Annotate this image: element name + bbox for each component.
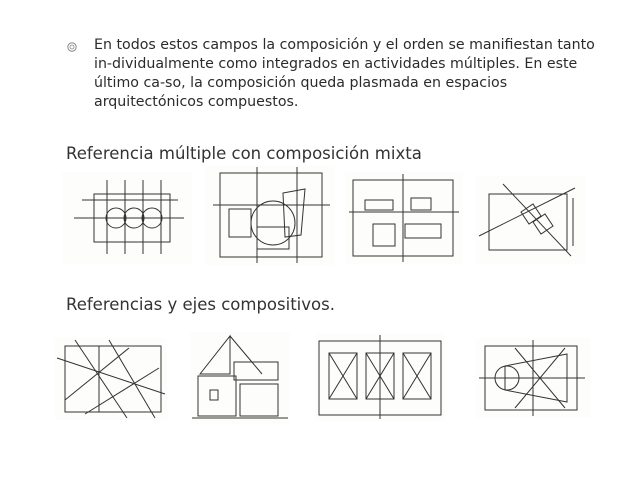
figure-crossed-rectangles <box>315 333 445 421</box>
figure-diagonal-axes <box>55 338 167 420</box>
bullet-text: En todos estos campos la composición y el orden se manifiestan tanto in-dividualmente como integrados en actividades múltiples. En este último ca-so, la composición queda plasmada en espacios arquitectónicos compuestos. <box>94 37 595 110</box>
figure-house-elevation <box>190 332 290 424</box>
figure-offset-rectangles <box>345 172 463 264</box>
hollow-circle-bullet-icon <box>66 38 78 50</box>
figure-circle-rectangles <box>205 165 335 265</box>
section-heading-mixed-composition: Referencia múltiple con composición mixta <box>66 144 422 163</box>
figure-triangle-circle <box>475 338 590 418</box>
figure-three-circles-grid <box>62 172 192 264</box>
figure-rotated-squares <box>475 176 585 264</box>
section-heading-compositional-axes: Referencias y ejes compositivos. <box>66 295 335 314</box>
